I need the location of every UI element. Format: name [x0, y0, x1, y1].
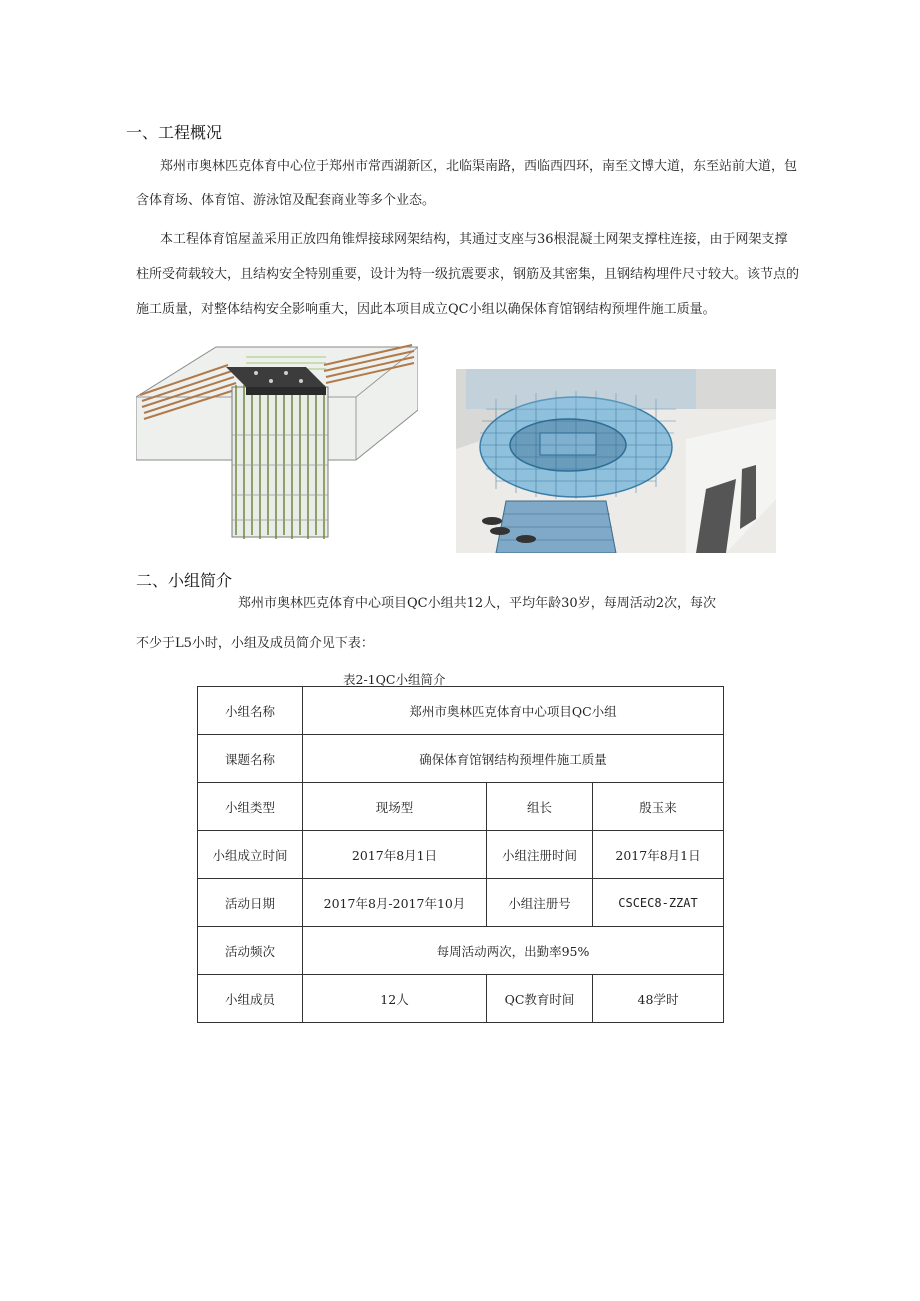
- table-row: [198, 879, 724, 927]
- section-heading-team: 二、小组简介: [136, 571, 233, 590]
- table-row: [198, 975, 724, 1023]
- table-cell-label: 小组注册时间: [487, 831, 593, 879]
- table-cell-value: 2017年8月-2017年10月: [303, 879, 487, 927]
- paragraph-line: 郑州市奥林匹克体育中心项目QC小组共12人，平均年龄30岁，每周活动2次，每次: [238, 596, 716, 611]
- table-cell-label: 小组成员: [198, 975, 303, 1023]
- table-row: [198, 927, 724, 975]
- table-row: [198, 783, 724, 831]
- table-cell-label: 小组注册号: [487, 879, 593, 927]
- rebar-model-image: [136, 325, 418, 552]
- table-cell-value: 殷玉来: [593, 783, 724, 831]
- table-cell-label: 小组成立时间: [198, 831, 303, 879]
- table-cell-value: 郑州市奥林匹克体育中心项目QC小组: [303, 687, 724, 735]
- table-cell-label: 活动频次: [198, 927, 303, 975]
- table-row: [198, 687, 724, 735]
- table-cell-label: 组长: [487, 783, 593, 831]
- paragraph-line: 不少于L5小时，小组及成员简介见下表：: [136, 636, 374, 651]
- paragraph-line: 含体育场、体育馆、游泳馆及配套商业等多个业态。: [136, 193, 436, 208]
- table-cell-label: 课题名称: [198, 735, 303, 783]
- table-cell-value: 现场型: [303, 783, 487, 831]
- table-row: [198, 831, 724, 879]
- qc-team-table: [197, 686, 724, 1023]
- table-cell-value: 48学时: [593, 975, 724, 1023]
- table-cell-value: 2017年8月1日: [593, 831, 724, 879]
- table-cell-value: 12人: [303, 975, 487, 1023]
- rebar-model-figure: [136, 325, 418, 552]
- table-cell-label: 活动日期: [198, 879, 303, 927]
- table-cell-value: CSCEC8-ZZAT: [593, 879, 724, 927]
- table-row: [198, 735, 724, 783]
- table-cell-value: 2017年8月1日: [303, 831, 487, 879]
- table-cell-label: 小组名称: [198, 687, 303, 735]
- paragraph-line: 柱所受荷载较大，且结构安全特别重要，设计为特一级抗震要求，钢筋及其密集，且钢结构埋件尺寸较大。该节点的: [136, 267, 800, 282]
- table-cell-value: 每周活动两次，出勤率95%: [303, 927, 724, 975]
- paragraph-line: 施工质量，对整体结构安全影响重大，因此本项目成立QC小组以确保体育馆钢结构预埋件施工质量。: [136, 302, 716, 317]
- section-heading-overview: 一、工程概况: [126, 123, 223, 142]
- paragraph-line: 郑州市奥林匹克体育中心位于郑州市常西湖新区，北临渠南路，西临西四环，南至文博大道，东至站前大道，包: [160, 159, 798, 174]
- roof-grid-model-figure: [456, 369, 776, 553]
- table-caption: 表2-1QC小组简介: [343, 672, 446, 687]
- roof-grid-model-image: [456, 369, 776, 553]
- table-cell-value: 确保体育馆钢结构预埋件施工质量: [303, 735, 724, 783]
- paragraph-line: 本工程体育馆屋盖采用正放四角锥焊接球网架结构，其通过支座与36根混凝土网架支撑柱连接，由于网架支撑: [160, 232, 788, 247]
- table-cell-label: QC教育时间: [487, 975, 593, 1023]
- table-cell-label: 小组类型: [198, 783, 303, 831]
